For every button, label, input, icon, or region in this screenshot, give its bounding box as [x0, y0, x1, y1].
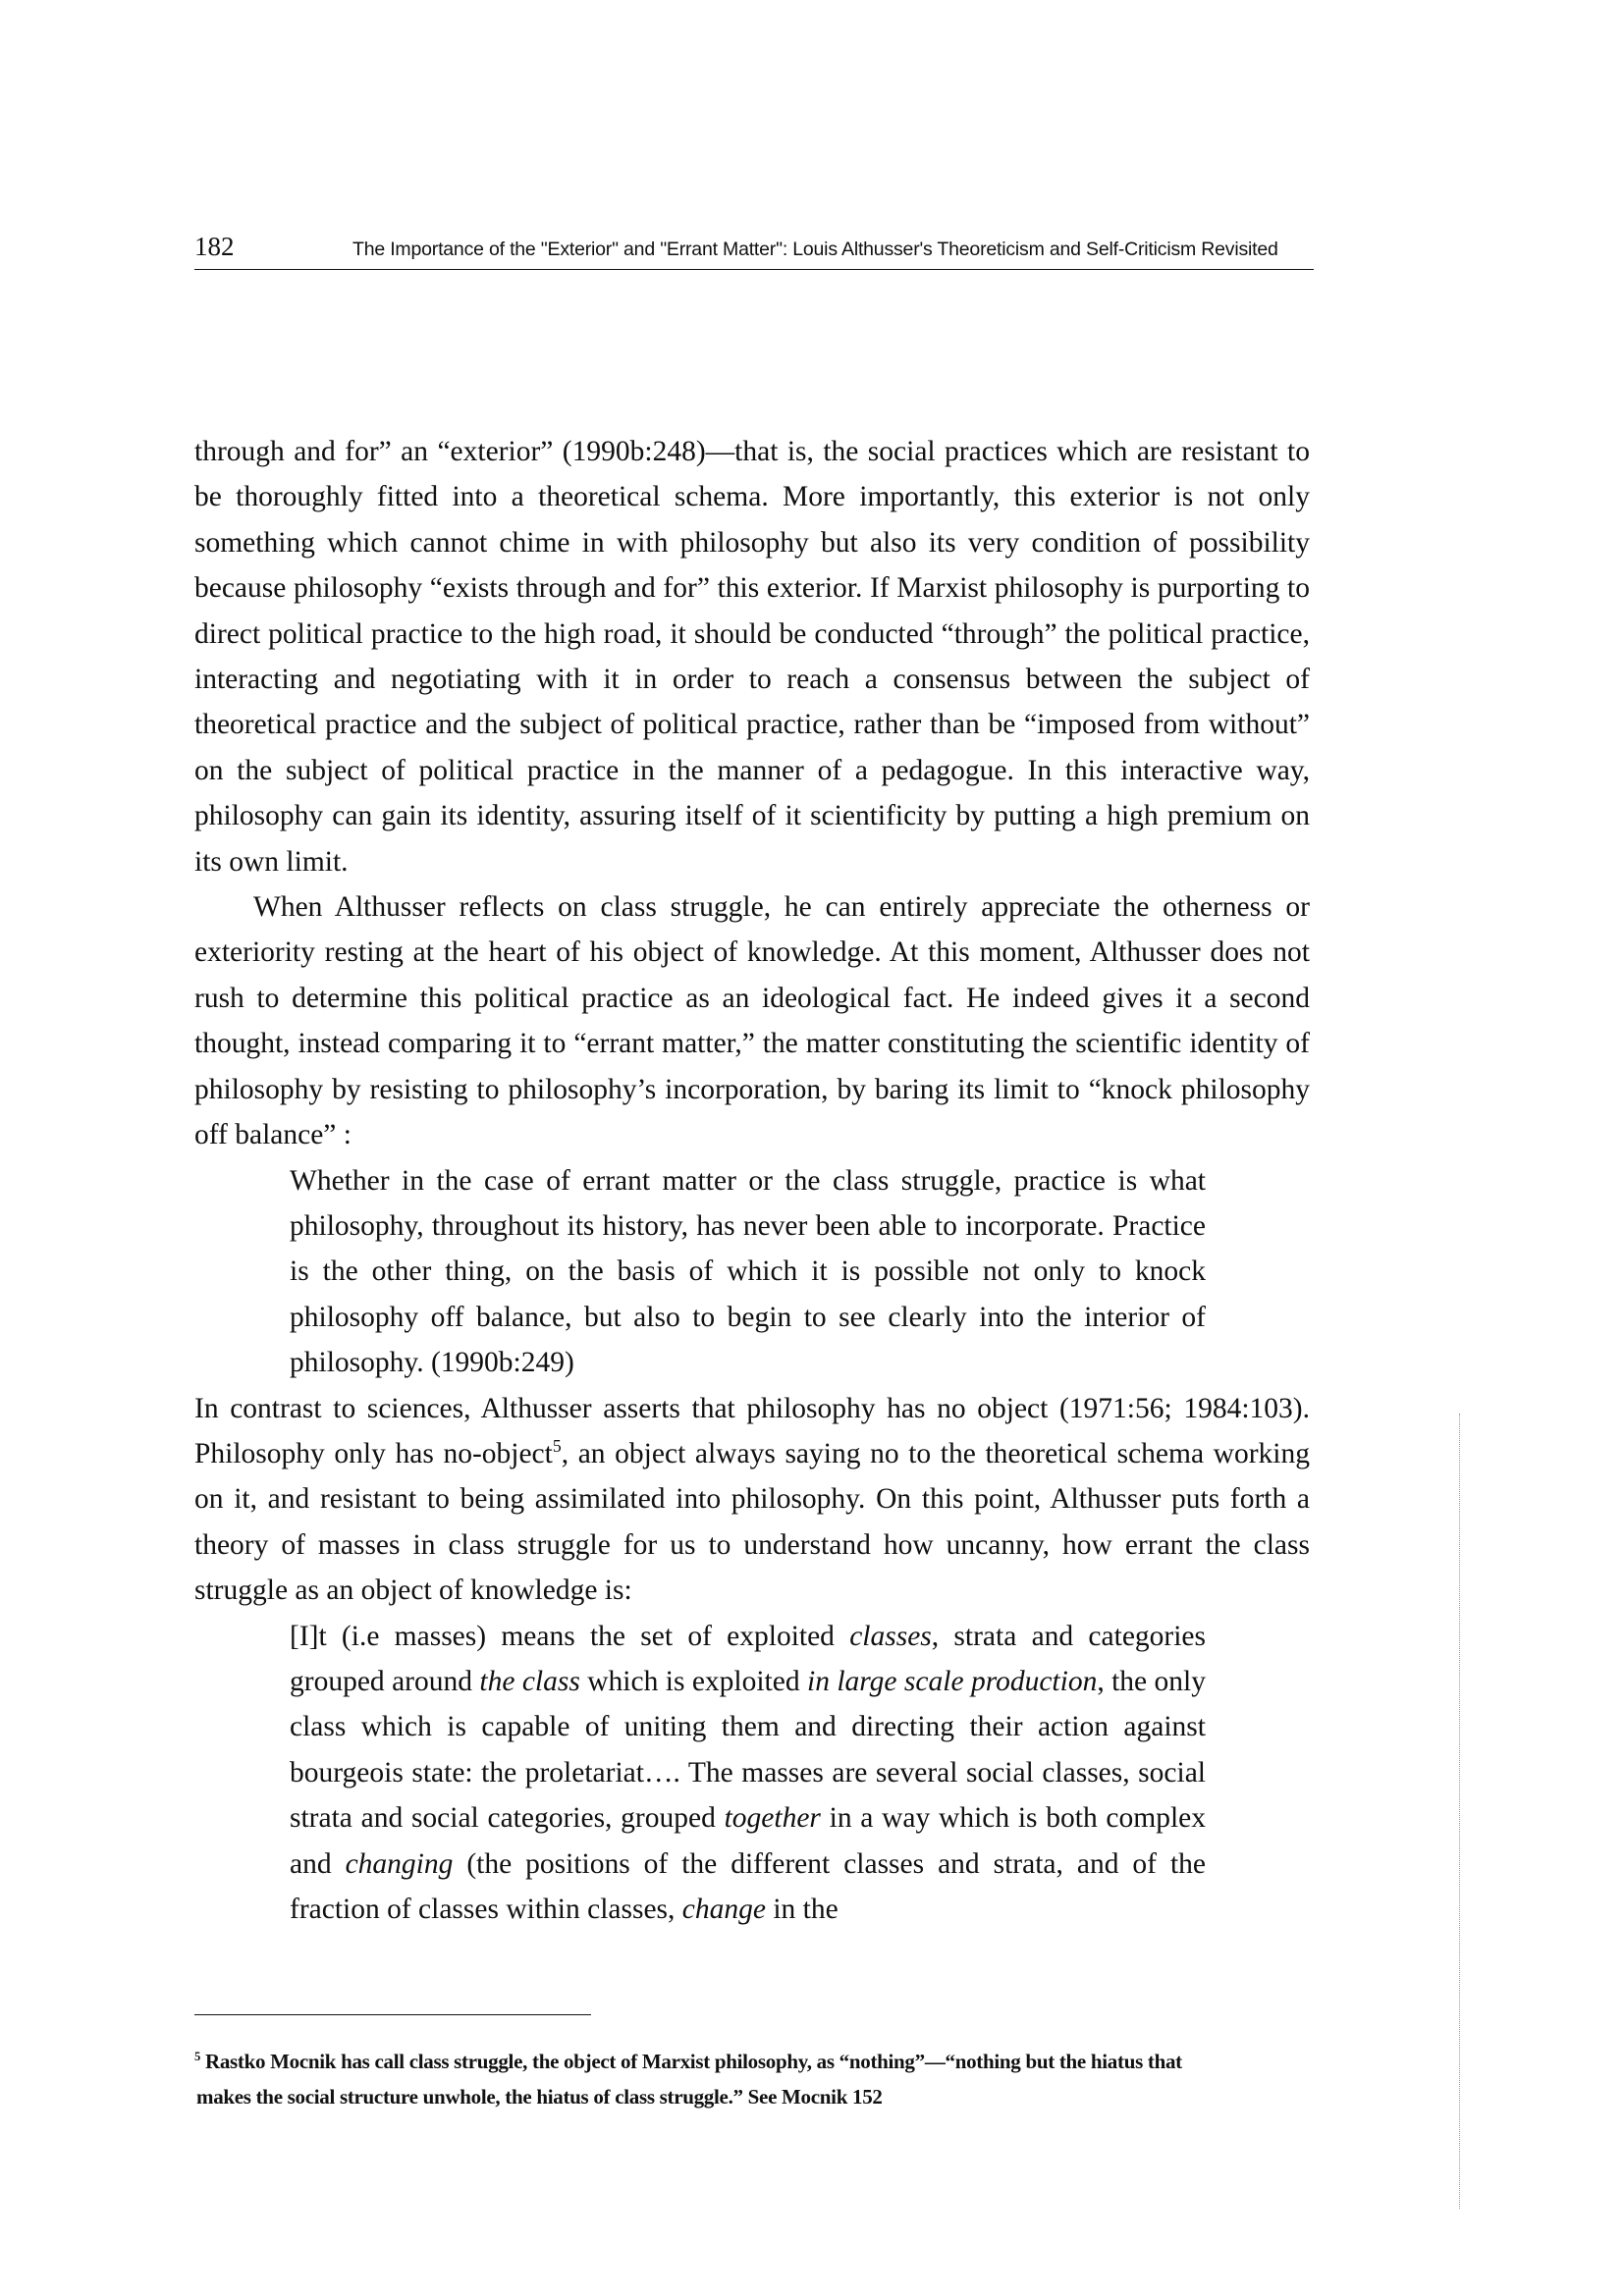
quote-text: in the — [765, 1894, 839, 1925]
page-header — [194, 232, 1314, 300]
running-title: The Importance of the "Exterior" and "Errant Matter": Louis Althusser's Theoreticism and Self-Criticism Revisited — [352, 239, 1278, 260]
quote-emphasis: changing — [345, 1847, 454, 1880]
quote-text: (the positions of the different classes and strata, and of the fraction of classes within classes, — [290, 1847, 1206, 1925]
paragraph-3-text-a: In contrast to sciences, Althusser asserts that philosophy has no object (1971:56; 1984:103). Philosophy only has no-object — [194, 1392, 1310, 1469]
scan-edge-artifact — [1459, 1414, 1460, 2209]
quote-text: , the only class which is capable of uniting them and directing their action against bourgeois state: the proletariat…. The masses are several social classes, social strata and social categories, grouped — [290, 1665, 1206, 1835]
paragraph-1: through and for” an “exterior” (1990b:248)—that is, the social practices which are resistant to be thoroughly fitted into a theoretical schema. More importantly, this exterior is not only something which cannot chime in with philosophy but also its very condition of possibility because philosophy “exists through and for” this exterior. If Marxist philosophy is purporting to direct political practice to the high road, it should be conducted “through” the political practice, interacting and negotiating with it in order to reach a consensus between the subject of theoretical practice and the subject of political practice, rather than be “imposed from without” on the subject of political practice in the manner of a pedagogue. In this interactive way, philosophy can gain its identity, assuring itself of it scientificity by putting a high premium on its own limit. — [194, 436, 1310, 878]
footnote-text-1: Rastko Mocnik has call class struggle, the object of Marxist philosophy, as “nothing”—“nothing but the hiatus that — [200, 2050, 1182, 2073]
paragraph-3 — [194, 1386, 1310, 1614]
page-number: 182 — [194, 232, 235, 261]
quote-text: , strata and categories grouped around — [290, 1620, 1206, 1697]
quote-emphasis: in large scale production — [807, 1665, 1098, 1697]
footnote — [194, 2044, 1284, 2114]
block-quote-1: Whether in the case of errant matter or the class struggle, practice is what philosophy, throughout its history, has never been able to incorporate. Practice is the other thing, on the basis of which it is possible not only to knock philosophy off balance, but also to begin to see clearly into the interior of philosophy. (1990b:249) — [290, 1164, 1206, 1379]
footnote-marker: 5 — [194, 2050, 200, 2063]
quote-emphasis: the class — [479, 1665, 580, 1697]
quote-text: in a way which is both complex and — [290, 1802, 1207, 1880]
quote-text: [I]t (i.e masses) means the set of exploited — [290, 1620, 850, 1652]
quote-emphasis: classes — [849, 1620, 932, 1652]
footnote-rule — [194, 2014, 591, 2015]
quote-emphasis: change — [681, 1894, 766, 1925]
footnote-line-1 — [194, 2044, 1284, 2079]
header-rule — [194, 269, 1314, 270]
quote-text: which is exploited — [579, 1665, 807, 1697]
block-quote-2 — [194, 1614, 1310, 1933]
footnote-line-2: makes the social structure unwhole, the hiatus of class struggle.” See Mocnik 152 — [196, 2085, 883, 2109]
paragraph-3-text-b: , an object always saying no to the theoretical schema working on it, and resistant to being assimilated into philosophy. On this point, Althusser puts forth a theory of masses in class struggle for us to understand how uncanny, how errant the class struggle as an object of knowledge is: — [194, 1437, 1311, 1607]
paragraph-2: When Althusser reflects on class struggle, he can entirely appreciate the otherness or exteriority resting at the heart of his object of knowledge. At this moment, Althusser does not rush to determine this political practice as an ideological fact. He indeed gives it a second thought, instead comparing it to “errant matter,” the matter constituting the scientific identity of philosophy by resisting to philosophy’s incorporation, by baring its limit to “knock philosophy off balance” : — [194, 891, 1310, 1151]
footnote-ref-5: 5 — [552, 1436, 562, 1457]
body-text — [194, 429, 1310, 1932]
quote-emphasis: together — [724, 1802, 821, 1835]
